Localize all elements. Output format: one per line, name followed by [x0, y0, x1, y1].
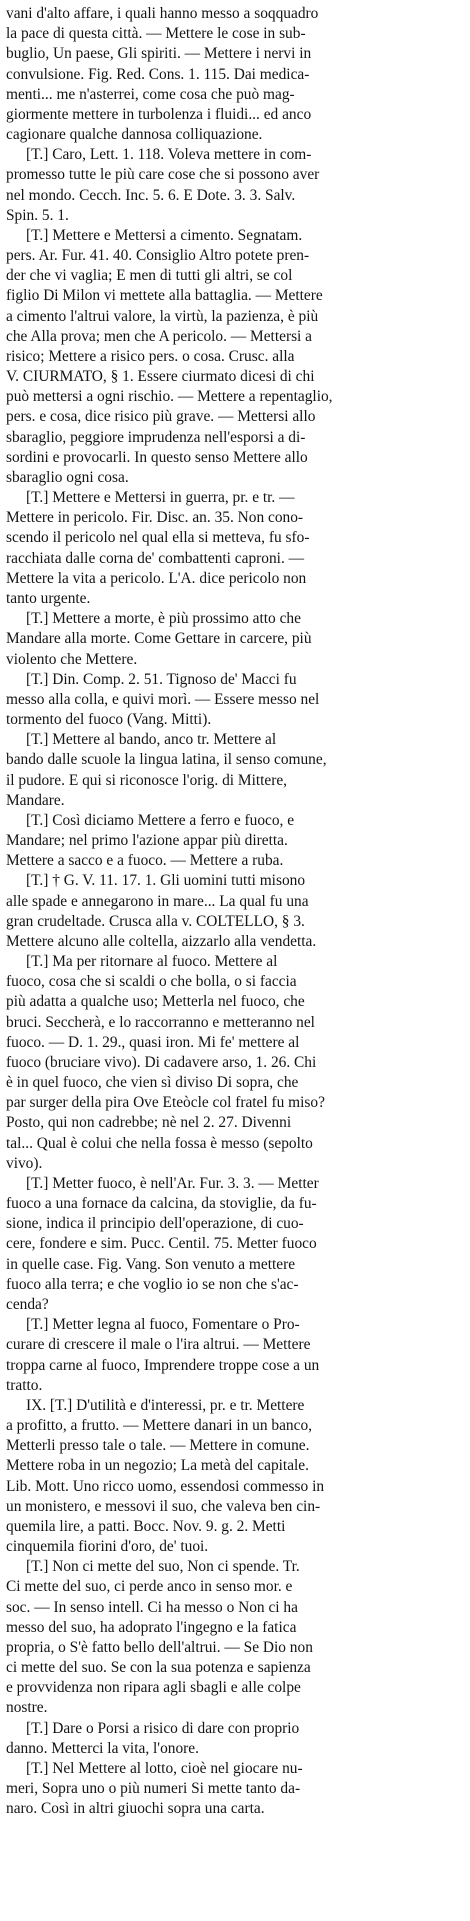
text-line: [T.] Mettere e Mettersi a cimento. Segnatam. — [26, 226, 303, 244]
text-line: nel mondo. Cecch. Inc. 5. 6. E Dote. 3. 3. Salv. — [6, 186, 296, 204]
text-line: fuoco a una fornace da calcina, da stoviglie, da fu- — [6, 1195, 317, 1213]
text-line: il pudore. E qui si riconosce l'orig. di Mittere, — [6, 771, 288, 789]
text-line: più adatta a qualche uso; Metterla nel fuoco, che — [6, 993, 305, 1011]
text-line: [T.] Nel Mettere al lotto, cioè nel giocare nu- — [26, 1759, 303, 1777]
text-line: Mandare; nel primo l'azione appar più diretta. — [6, 832, 288, 850]
text-line: troppa carne al fuoco, Imprendere troppe cose a un — [6, 1356, 320, 1374]
text-line: e provvidenza non ripara agli sbagli e alle colpe — [6, 1679, 301, 1697]
text-line: [T.] Din. Comp. 2. 51. Tignoso de' Macci fu — [26, 670, 297, 688]
text-line: fuoco, cosa che si scaldi o che bolla, o si faccia — [6, 973, 297, 991]
text-line: alle spade e annegarono in mare... La qual fu una — [6, 892, 309, 910]
text-line: der che vi vaglia; E men di tutti gli altri, se col — [6, 267, 293, 285]
text-line: figlio Di Milon vi mettete alla battaglia. — Mettere — [6, 287, 323, 305]
text-line: V. CIURMATO, § 1. Essere ciurmato dicesi di chi — [6, 368, 315, 386]
text-line: Lib. Mott. Uno ricco uomo, essendosi commesso in — [6, 1477, 325, 1495]
text-line: par surger della pira Ove Eteòcle col fratel fu miso? — [6, 1094, 325, 1112]
text-line: cinquemila fiorini d'oro, de' tuoi. — [6, 1538, 209, 1556]
text-line: sordini e provocarli. In questo senso Mettere allo — [6, 448, 308, 466]
text-line: scendo il pericolo nel qual ella si metteva, fu sfo- — [6, 529, 310, 547]
text-line: Mettere la vita a pericolo. L'A. dice pericolo non — [6, 569, 307, 587]
text-line: sbaraglio, peggiore imprudenza nell'esporsi a di- — [6, 428, 306, 446]
text-line: propria, o S'è fatto bello dell'altrui. — Se Dio non — [6, 1638, 313, 1656]
text-line: Metterli presso tale o tale. — Mettere in comune. — [6, 1437, 310, 1455]
text-line: che Alla prova; men che A pericolo. — Mettersi a — [6, 327, 313, 345]
text-line: Mettere in pericolo. Fir. Disc. an. 35. Non cono- — [6, 509, 304, 527]
text-line: può mettersi a ogni rischio. — Mettere a repentaglio, — [6, 388, 333, 406]
text-line: [T.] Ma per ritornare al fuoco. Mettere al — [26, 953, 278, 971]
text-line: soc. — In senso intell. Ci ha messo o Non ci ha — [6, 1598, 298, 1616]
text-line: cenda? — [6, 1296, 49, 1313]
text-line: violento che Mettere. — [6, 650, 138, 668]
text-line: [T.] Mettere e Mettersi in guerra, pr. e tr. — — [26, 489, 295, 507]
text-line: [T.] † G. V. 11. 17. 1. Gli uomini tutti misono — [26, 872, 306, 890]
text-line: fuoco (bruciare vivo). Di cadavere arso, 1. 26. Chi — [6, 1053, 317, 1071]
text-line: danno. Metterci la vita, l'onore. — [6, 1739, 199, 1757]
text-line: a profitto, a frutto. — Mettere danari in un banco, — [6, 1417, 313, 1435]
text-line: meri, Sopra uno o più numeri Si mette tanto da- — [6, 1780, 301, 1798]
text-line: tanto urgente. — [6, 589, 91, 607]
text-line: [T.] Caro, Lett. 1. 118. Voleva mettere in com- — [26, 146, 312, 164]
text-line: Spin. 5. 1. — [6, 206, 69, 224]
text-line: [T.] Metter fuoco, è nell'Ar. Fur. 3. 3. — Metter — [26, 1174, 319, 1192]
text-line: Posto, qui non cadrebbe; nè nel 2. 27. Divenni — [6, 1114, 292, 1132]
text-line: sbaraglio ogni cosa. — [6, 468, 129, 486]
text-line: Ci mette del suo, ci perde anco in senso mor. e — [6, 1578, 293, 1596]
text-line: la pace di questa città. — Mettere le cose in sub- — [6, 25, 306, 43]
text-line: tal... Qual è colui che nella fossa è messo (sepolto — [6, 1134, 313, 1152]
text-line: in quelle case. Fig. Vang. Son venuto a mettere — [6, 1255, 296, 1273]
text-line: messo alla colla, e quivi morì. — Essere messo nel — [6, 690, 320, 708]
text-line: vivo). — [6, 1154, 43, 1172]
text-line: quemila lire, a patti. Bocc. Nov. 9. g. 2. Metti — [6, 1517, 286, 1535]
text-line: menti... me n'asterrei, come cosa che può mag- — [6, 85, 295, 103]
text-line: pers. e cosa, dice risico più grave. — Mettersi allo — [6, 408, 316, 426]
text-line: sione, indica il principio dell'operazione, di cuo- — [6, 1215, 304, 1233]
text-line: [T.] Dare o Porsi a risico di dare con proprio — [26, 1719, 300, 1737]
text-line: promesso tutte le più care cose che si possono aver — [6, 166, 320, 184]
text-line: Mandare. — [6, 791, 65, 809]
text-line: Mandare alla morte. Come Gettare in carcere, più — [6, 630, 312, 648]
text-line: tormento del fuoco (Vang. Mitti). — [6, 711, 212, 729]
text-line: nostre. — [6, 1699, 48, 1717]
text-line: buglio, Un paese, Gli spiriti. — Mettere i nervi in — [6, 45, 312, 63]
text-line: risico; Mettere a risico pers. o cosa. Crusc. alla — [6, 347, 295, 365]
text-line: Mettere roba in un negozio; La metà del capitale. — [6, 1457, 309, 1475]
text-line: curare di crescere il male o l'ira altrui. — Mettere — [6, 1336, 311, 1354]
text-line: pers. Ar. Fur. 41. 40. Consiglio Altro potete pren- — [6, 247, 310, 265]
text-line: [T.] Mettere al bando, anco tr. Mettere al — [26, 731, 277, 749]
text-line: è in quel fuoco, che vien sì diviso Di sopra, che — [6, 1074, 299, 1092]
text-line: messo del suo, ha adoprato l'ingegno e la fatica — [6, 1618, 297, 1636]
text-line: racchiata dalle corna de' combattenti caproni. — — [6, 549, 305, 567]
text-line: vani d'alto affare, i quali hanno messo a soqquadro — [6, 5, 319, 22]
text-line: [T.] Non ci mette del suo, Non ci spende. Tr. — [26, 1558, 300, 1576]
text-line: tratto. — [6, 1376, 43, 1394]
text-line: giormente mettere in turbolenza i fluidi... ed anco — [6, 105, 312, 123]
text-line: bando dalle scuole la lingua latina, il senso comune, — [6, 751, 327, 769]
text-line: [T.] Mettere a morte, è più prossimo atto che — [26, 610, 301, 628]
text-line: cere, fondere e sim. Pucc. Centil. 75. Metter fuoco — [6, 1235, 317, 1253]
text-line: Mettere alcuno alle coltella, aizzarlo alla vendetta. — [6, 932, 317, 950]
text-line: a cimento l'altrui valore, la virtù, la pazienza, è più — [6, 307, 319, 325]
text-line: IX. [T.] D'utilità e d'interessi, pr. e tr. Mettere — [26, 1396, 305, 1414]
text-line: [T.] Metter legna al fuoco, Fomentare o Pro- — [26, 1316, 300, 1334]
text-line: cagionare qualche dannosa colliquazione. — [6, 126, 263, 144]
text-line: ci mette del suo. Se con la sua potenza e sapienza — [6, 1659, 311, 1677]
text-line: convulsione. Fig. Red. Cons. 1. 115. Dai medica- — [6, 65, 310, 83]
text-line: fuoco alla terra; e che voglio io se non che s'ac- — [6, 1275, 299, 1293]
text-line: naro. Così in altri giuochi sopra una carta. — [6, 1800, 265, 1818]
text-line: bruci. Seccherà, e lo raccorranno e metteranno nel — [6, 1013, 315, 1031]
text-line: fuoco. — D. 1. 29., quasi iron. Mi fe' mettere al — [6, 1033, 300, 1051]
text-line: [T.] Così diciamo Mettere a ferro e fuoco, e — [26, 811, 295, 829]
text-line: Mettere a sacco e a fuoco. — Mettere a ruba. — [6, 852, 284, 870]
text-line: un monistero, e messovi il suo, che valeva ben cin- — [6, 1497, 321, 1515]
text-line: gran crudeltade. Crusca alla v. COLTELLO, § 3. — [6, 912, 305, 930]
